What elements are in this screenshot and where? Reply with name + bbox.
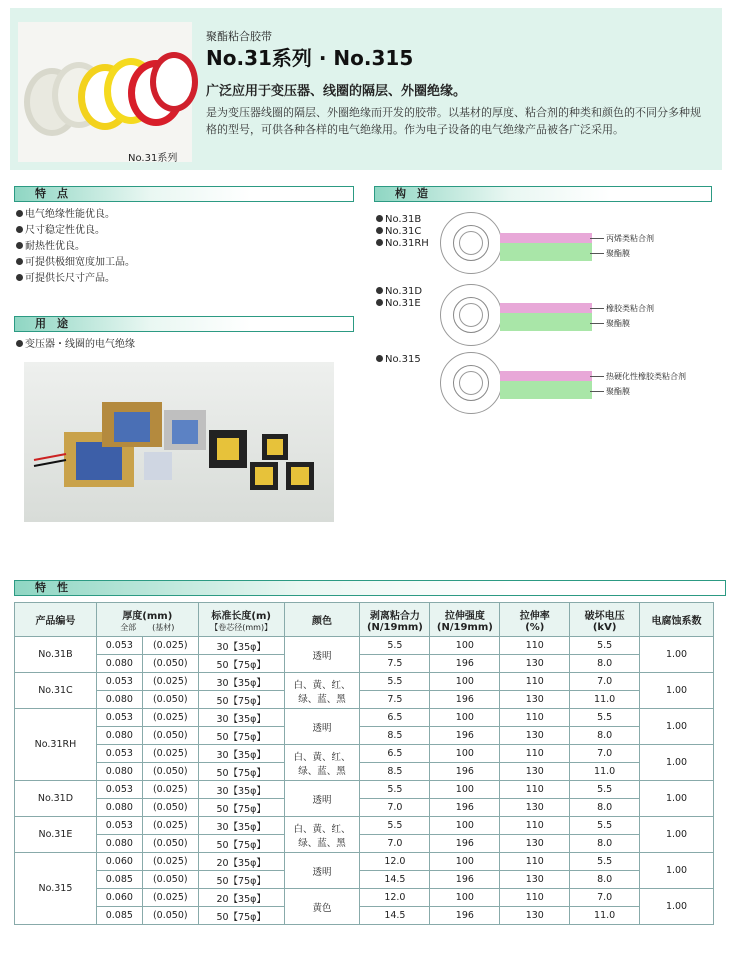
- table-row: [15, 799, 714, 817]
- table-cell: 130: [500, 655, 570, 673]
- bullet-icon: [16, 242, 23, 249]
- table-cell: 20【35φ】: [198, 853, 284, 871]
- description: 是为变压器线圈的隔层、外圈绝缘而开发的胶带。以基材的厚度、粘合剂的种类和颜色的不同分多种规格的型号，可供各种各样的电气绝缘用。作为电子设备的电气绝缘产品被各广泛采用。: [206, 106, 701, 136]
- table-cell: 196: [430, 799, 500, 817]
- col-peel: 剥离粘合力 (N/19mm): [360, 603, 430, 637]
- base-label: 聚酯膜: [606, 319, 630, 328]
- adhesive-label: 丙烯类粘合剂: [606, 234, 654, 243]
- transformers-photo: [24, 362, 334, 522]
- table-cell: (0.025): [142, 817, 198, 835]
- table-cell: 100: [430, 637, 500, 655]
- tape-rolls-photo: [18, 22, 192, 162]
- table-cell: No.315: [15, 853, 97, 925]
- table-cell: (0.050): [142, 835, 198, 853]
- structure-heading: 构 造: [374, 186, 712, 202]
- list-item: 可提供极细宽度加工品。: [16, 255, 135, 271]
- table-cell: 0.080: [96, 763, 142, 781]
- table-cell: 0.053: [96, 745, 142, 763]
- bullet-icon: [376, 355, 383, 362]
- table-cell: (0.025): [142, 709, 198, 727]
- table-cell: 50【75φ】: [198, 835, 284, 853]
- table-row: [15, 709, 714, 727]
- table-cell: 196: [430, 691, 500, 709]
- table-cell: 透明: [284, 781, 360, 817]
- properties-table: [14, 602, 714, 925]
- col-corrosion: 电腐蚀系数: [640, 603, 714, 637]
- col-elongation: 拉伸率 (%): [500, 603, 570, 637]
- table-cell: 30【35φ】: [198, 817, 284, 835]
- table-cell: 0.060: [96, 889, 142, 907]
- table-cell: 196: [430, 655, 500, 673]
- table-cell: 0.080: [96, 835, 142, 853]
- table-cell: 50【75φ】: [198, 871, 284, 889]
- table-row: [15, 835, 714, 853]
- bullet-icon: [376, 287, 383, 294]
- col-thickness: 厚度(mm) 全部 (基材): [96, 603, 198, 637]
- table-cell: 1.00: [640, 673, 714, 709]
- table-cell: 50【75φ】: [198, 727, 284, 745]
- table-cell: 50【75φ】: [198, 799, 284, 817]
- col-length: 标准长度(m) 【卷芯径(mm)】: [198, 603, 284, 637]
- table-cell: 100: [430, 673, 500, 691]
- table-cell: 110: [500, 853, 570, 871]
- table-cell: 5.5: [570, 709, 640, 727]
- table-row: [15, 907, 714, 925]
- table-cell: 196: [430, 907, 500, 925]
- bullet-icon: [376, 299, 383, 306]
- table-cell: 8.0: [570, 799, 640, 817]
- table-cell: 透明: [284, 637, 360, 673]
- table-cell: 1.00: [640, 745, 714, 781]
- table-cell: 30【35φ】: [198, 637, 284, 655]
- table-cell: 0.080: [96, 655, 142, 673]
- table-row: [15, 637, 714, 655]
- table-cell: 1.00: [640, 637, 714, 673]
- adhesive-layer: [500, 233, 592, 243]
- table-cell: 6.5: [360, 745, 430, 763]
- table-cell: 0.080: [96, 691, 142, 709]
- table-cell: 30【35φ】: [198, 709, 284, 727]
- table-cell: 14.5: [360, 871, 430, 889]
- table-cell: 8.0: [570, 835, 640, 853]
- table-cell: 8.0: [570, 655, 640, 673]
- table-cell: 50【75φ】: [198, 907, 284, 925]
- bullet-icon: [376, 239, 383, 246]
- table-cell: 7.5: [360, 655, 430, 673]
- base-film-layer: [500, 313, 592, 331]
- col-color: 颜色: [284, 603, 360, 637]
- table-cell: 30【35φ】: [198, 673, 284, 691]
- tape-roll-diagram: [440, 284, 502, 346]
- table-row: [15, 853, 714, 871]
- table-row: [15, 781, 714, 799]
- table-cell: 7.0: [360, 835, 430, 853]
- structure-models-1: No.31B No.31C No.31RH: [376, 214, 429, 250]
- table-cell: 50【75φ】: [198, 763, 284, 781]
- adhesive-label: 热硬化性橡胶类粘合剂: [606, 372, 686, 381]
- table-cell: 7.0: [570, 889, 640, 907]
- table-cell: 50【75φ】: [198, 691, 284, 709]
- table-cell: 11.0: [570, 763, 640, 781]
- table-cell: 8.5: [360, 763, 430, 781]
- table-cell: 110: [500, 637, 570, 655]
- table-cell: 196: [430, 763, 500, 781]
- base-film-layer: [500, 243, 592, 261]
- adhesive-layer: [500, 371, 592, 381]
- base-label: 聚酯膜: [606, 249, 630, 258]
- table-cell: 7.0: [570, 745, 640, 763]
- table-cell: 透明: [284, 853, 360, 889]
- table-cell: 0.080: [96, 727, 142, 745]
- table-cell: 5.5: [570, 817, 640, 835]
- table-cell: (0.050): [142, 655, 198, 673]
- table-cell: 5.5: [360, 637, 430, 655]
- table-cell: 12.0: [360, 853, 430, 871]
- table-cell: 0.053: [96, 781, 142, 799]
- table-cell: 100: [430, 709, 500, 727]
- table-cell: 白、黄、红、绿、蓝、黑: [284, 745, 360, 781]
- tape-roll-diagram: [440, 212, 502, 274]
- table-cell: 0.053: [96, 817, 142, 835]
- table-row: [15, 763, 714, 781]
- table-row: [15, 871, 714, 889]
- list-item: 变压器・线圈的电气绝缘: [16, 337, 135, 353]
- table-cell: 5.5: [360, 817, 430, 835]
- table-cell: 8.5: [360, 727, 430, 745]
- structure-models-2: No.31D No.31E: [376, 286, 422, 310]
- features-list: [16, 207, 135, 287]
- table-cell: 1.00: [640, 781, 714, 817]
- table-cell: 7.5: [360, 691, 430, 709]
- table-cell: 130: [500, 907, 570, 925]
- tape-roll-diagram: [440, 352, 502, 414]
- table-cell: No.31B: [15, 637, 97, 673]
- table-cell: 196: [430, 835, 500, 853]
- col-breakdown: 破坏电压 (kV): [570, 603, 640, 637]
- table-cell: 11.0: [570, 907, 640, 925]
- table-cell: 0.085: [96, 907, 142, 925]
- table-cell: 透明: [284, 709, 360, 745]
- product-category: 聚酯粘合胶带: [206, 30, 272, 43]
- table-cell: 20【35φ】: [198, 889, 284, 907]
- table-cell: 7.0: [570, 673, 640, 691]
- table-cell: 白、黄、红、绿、蓝、黑: [284, 817, 360, 853]
- table-row: [15, 889, 714, 907]
- bullet-icon: [16, 226, 23, 233]
- table-cell: 5.5: [360, 781, 430, 799]
- table-cell: 100: [430, 817, 500, 835]
- bullet-icon: [16, 340, 23, 347]
- properties-heading: 特 性: [14, 580, 726, 596]
- bullet-icon: [16, 210, 23, 217]
- base-label: 聚酯膜: [606, 387, 630, 396]
- table-row: [15, 817, 714, 835]
- table-cell: 14.5: [360, 907, 430, 925]
- table-cell: 196: [430, 727, 500, 745]
- bullet-icon: [16, 274, 23, 281]
- structure-models-3: No.315: [376, 354, 421, 366]
- table-cell: 0.080: [96, 799, 142, 817]
- table-cell: 130: [500, 727, 570, 745]
- list-item: 耐热性优良。: [16, 239, 135, 255]
- table-cell: (0.025): [142, 745, 198, 763]
- table-cell: 110: [500, 889, 570, 907]
- table-cell: 130: [500, 691, 570, 709]
- table-cell: (0.050): [142, 871, 198, 889]
- table-cell: 110: [500, 745, 570, 763]
- table-cell: (0.050): [142, 907, 198, 925]
- list-item: 可提供长尺寸产品。: [16, 271, 135, 287]
- table-cell: 50【75φ】: [198, 655, 284, 673]
- table-cell: 0.085: [96, 871, 142, 889]
- table-cell: 0.053: [96, 637, 142, 655]
- table-cell: 130: [500, 763, 570, 781]
- table-cell: 100: [430, 781, 500, 799]
- transformers-illustration: [24, 362, 334, 522]
- usage-heading: 用 途: [14, 316, 354, 332]
- usage-list: [16, 337, 135, 353]
- table-cell: 1.00: [640, 709, 714, 745]
- tape-roll-red-icon: [150, 52, 198, 112]
- table-cell: 110: [500, 709, 570, 727]
- list-item: 尺寸稳定性优良。: [16, 223, 135, 239]
- table-row: [15, 655, 714, 673]
- table-cell: 100: [430, 853, 500, 871]
- table-cell: 1.00: [640, 889, 714, 925]
- table-cell: 6.5: [360, 709, 430, 727]
- photo-caption: No.31系列: [128, 153, 178, 164]
- table-cell: No.31C: [15, 673, 97, 709]
- table-cell: 黄色: [284, 889, 360, 925]
- table-cell: (0.050): [142, 727, 198, 745]
- table-cell: 5.5: [570, 637, 640, 655]
- table-cell: (0.025): [142, 889, 198, 907]
- table-cell: (0.025): [142, 853, 198, 871]
- page-title: No.31系列 · No.315: [206, 46, 414, 70]
- table-cell: (0.025): [142, 781, 198, 799]
- table-cell: 110: [500, 817, 570, 835]
- table-cell: 白、黄、红、绿、蓝、黑: [284, 673, 360, 709]
- bullet-icon: [376, 215, 383, 222]
- table-cell: 1.00: [640, 817, 714, 853]
- bullet-icon: [16, 258, 23, 265]
- headline: 广泛应用于变压器、线圈的隔层、外圈绝缘。: [206, 84, 467, 99]
- table-cell: 110: [500, 673, 570, 691]
- table-cell: 5.5: [570, 853, 640, 871]
- table-cell: 11.0: [570, 691, 640, 709]
- features-heading: 特 点: [14, 186, 354, 202]
- table-cell: 130: [500, 871, 570, 889]
- table-cell: 100: [430, 745, 500, 763]
- table-cell: 196: [430, 871, 500, 889]
- table-cell: 8.0: [570, 727, 640, 745]
- table-cell: (0.050): [142, 799, 198, 817]
- bullet-icon: [376, 227, 383, 234]
- table-cell: No.31RH: [15, 709, 97, 781]
- table-cell: 0.060: [96, 853, 142, 871]
- table-cell: 0.053: [96, 709, 142, 727]
- table-cell: 130: [500, 799, 570, 817]
- table-cell: 5.5: [570, 781, 640, 799]
- table-cell: (0.025): [142, 637, 198, 655]
- table-row: [15, 691, 714, 709]
- col-product: 产品编号: [15, 603, 97, 637]
- table-cell: 7.0: [360, 799, 430, 817]
- table-cell: (0.025): [142, 673, 198, 691]
- table-cell: 0.053: [96, 673, 142, 691]
- table-cell: 110: [500, 781, 570, 799]
- col-tensile: 拉伸强度 (N/19mm): [430, 603, 500, 637]
- table-cell: (0.050): [142, 763, 198, 781]
- table-cell: 30【35φ】: [198, 745, 284, 763]
- table-cell: No.31D: [15, 781, 97, 817]
- table-cell: 100: [430, 889, 500, 907]
- base-film-layer: [500, 381, 592, 399]
- table-cell: 12.0: [360, 889, 430, 907]
- table-row: [15, 673, 714, 691]
- table-cell: (0.050): [142, 691, 198, 709]
- table-cell: No.31E: [15, 817, 97, 853]
- table-cell: 30【35φ】: [198, 781, 284, 799]
- list-item: 电气绝缘性能优良。: [16, 207, 135, 223]
- table-row: [15, 727, 714, 745]
- adhesive-label: 橡胶类粘合剂: [606, 304, 654, 313]
- adhesive-layer: [500, 303, 592, 313]
- table-cell: 130: [500, 835, 570, 853]
- table-cell: 5.5: [360, 673, 430, 691]
- table-cell: 1.00: [640, 853, 714, 889]
- table-cell: 8.0: [570, 871, 640, 889]
- table-row: [15, 745, 714, 763]
